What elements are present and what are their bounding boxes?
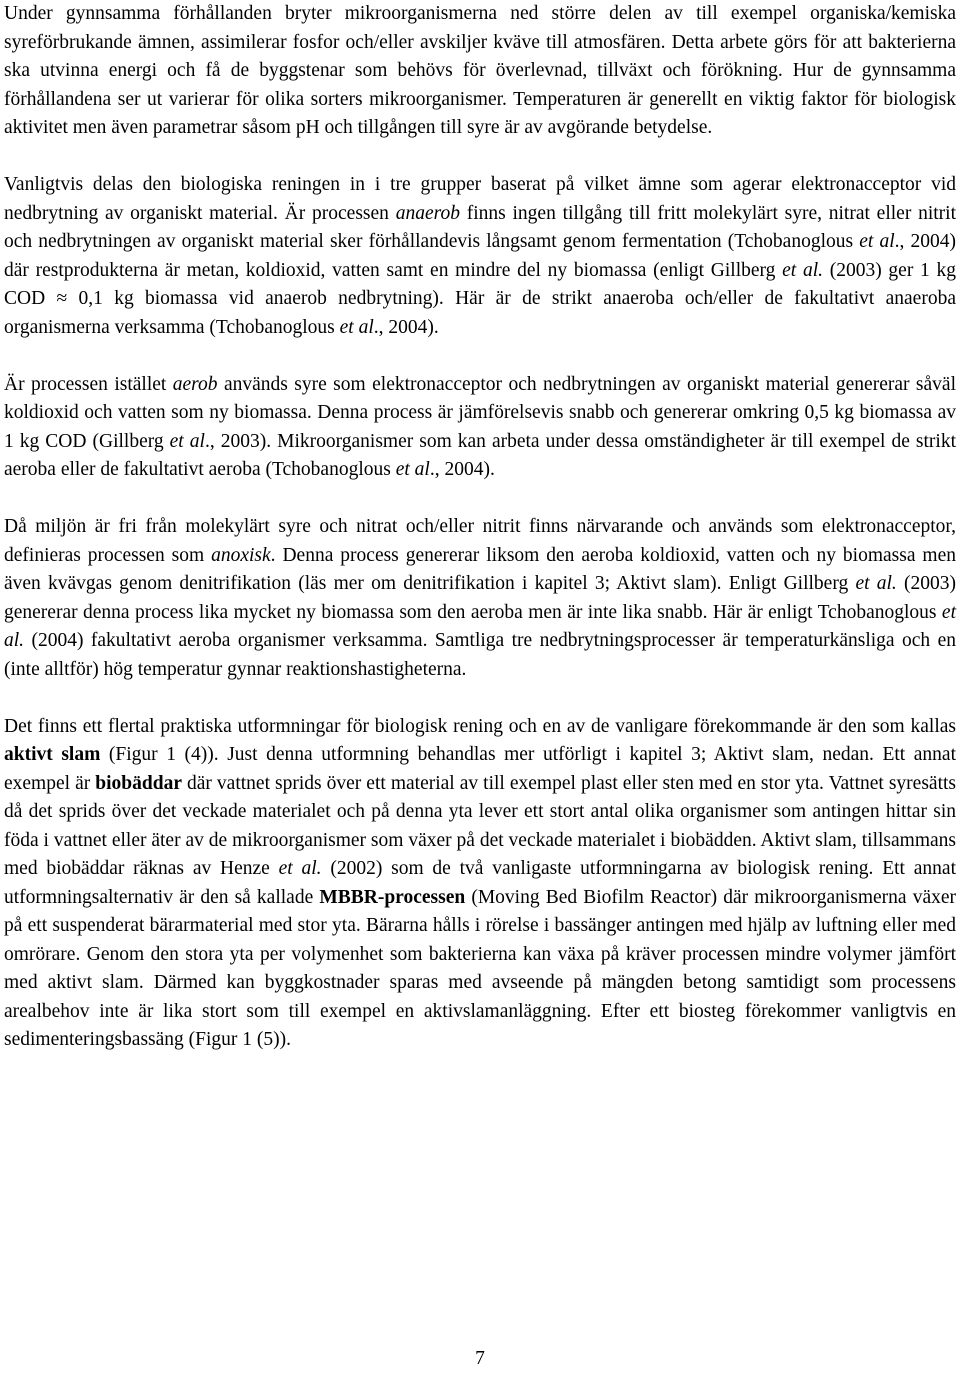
text-run: ., 2003). Mikroorganismer som kan arbeta under dessa omständigheter är till exempel de strikt aeroba eller de fakultativt aeroba (Tchobanoglous [4,430,957,480]
text-run: ., 2004). [429,459,495,480]
text-run: (2002) som de två vanligaste utformningarna av biologisk rening. Ett annat utformningsalternativ är den så kallade [4,858,956,908]
text-run: et al [859,231,895,252]
text-run: aerob [172,373,218,395]
text-run: anoxisk [211,544,271,566]
text-run: et al [339,316,374,338]
text-run: där vattnet sprids över ett material av till exempel plast eller sten med en stor yta. Vattnet syresätts då det sprids över det veckade materialet och på denna yta lever ett stort antal olika organismer som antingen hittar sin föda i vattnet eller äter av de mikroorganismer som växer på det veckade materialet i biobädden. Aktivt slam, tillsammans med biobäddar räknas av Henze [4,772,956,879]
text-run: et al. [782,259,823,281]
text-run: (2003) genererar denna process lika mycket ny biomassa som den aeroba men är inte lika snabb. Här är enligt Tchobanoglous [4,573,956,623]
text-run: et al [169,430,205,452]
text-run: anaerob [395,202,460,224]
paragraph-5 [4,713,956,1055]
text-run: aktivt slam [4,744,101,765]
text-run: et al. [278,858,322,879]
document-page [4,0,956,1055]
text-run: Då miljön är fri från molekylärt syre och nitrat och/eller nitrit finns närvarande och används som elektronacceptor, definieras processen som [4,516,956,566]
text-run: ., 2004). [373,316,439,338]
text-run: biobäddar [95,772,182,794]
text-run: (Figur 1 (4)). Just denna utformning behandlas mer utförligt i kapitel 3; Aktivt slam, nedan. Ett annat exempel är [4,744,956,794]
page-number: 7 [475,1348,485,1369]
text-run: (2004) fakultativt aeroba organismer verksamma. Samtliga tre nedbrytningsprocesser är temperaturkänsliga och en (inte alltför) hög temperatur gynnar reaktionshastigheterna. [4,630,956,680]
text-run: finns ingen tillgång till fritt molekylärt syre, nitrat eller nitrit och nedbrytningen av organiskt material sker förhållandevis långsamt genom fermentation (Tchobanoglous [4,202,956,252]
paragraph-4 [4,513,956,684]
text-run: Det finns ett flertal praktiska utformningar för biologisk rening och en av de vanligare förekommande är den som kallas [4,715,956,737]
text-run: (Moving Bed Biofilm Reactor) där mikroorganismerna växer på ett suspenderat bärarmaterial med stor yta. Bärarna hålls i rörelse i bassänger antingen med hjälp av luftning eller med omrörare. Genom den stora yta per volymenhet som bakterierna kan växa på kräver processen mindre volymer jämfört med aktivt slam. Därmed kan byggkostnader sparas med avseende på mängden betong samtidigt som processens arealbehov inte är lika stort som till exempel en aktivslamanläggning. Efter ett biosteg förekommer vanligtvis en sedimenteringsbassäng (Figur 1 (5)). [4,886,956,1050]
text-run: används syre som elektronacceptor och nedbrytningen av organiskt material genererar såväl koldioxid och vatten som ny biomassa. Denna process är jämförelsevis snabb och genererar omkring 0,5 kg biomassa av 1 kg COD (Gillberg [4,373,956,452]
text-run: et al. [855,573,897,594]
text-run: Vanligtvis delas den biologiska reningen in i tre grupper baserat på vilket ämne som agerar elektronacceptor vid nedbrytning av organiskt material. Är processen [4,174,956,224]
paragraph-2 [4,171,956,342]
paragraph-1 [4,0,956,143]
text-run: et al [395,459,430,480]
text-run: ., 2004) där restprodukterna är metan, koldioxid, vatten samt en mindre del ny biomassa (enligt Gillberg [4,231,956,281]
text-run: Är processen istället [4,373,173,395]
text-run: (2003) ger 1 kg COD ≈ 0,1 kg biomassa vid anaerob nedbrytning). Här är de strikt anaeroba och/eller de fakultativt anaeroba organismerna verksamma (Tchobanoglous [4,259,957,338]
paragraph-3 [4,371,956,485]
text-run: et al. [4,601,956,651]
text-run: . Denna process genererar liksom den aeroba koldioxid, vatten och ny biomassa men även kvävgas genom denitrifikation (läs mer om denitrifikation i kapitel 3; Aktivt slam). Enligt Gillberg [4,544,956,594]
text-run: MBBR-processen [319,886,466,908]
text-run: Under gynnsamma förhållanden bryter mikroorganismerna ned större delen av till exempel organiska/kemiska syreförbrukande ämnen, assimilerar fosfor och/eller avskiljer kväve till atmosfären. Detta arbete görs för att bakterierna ska utvinna energi och få de byggstenar som behövs för överlevnad, tillväxt och förökning. Hur de gynnsamma förhållandena ser ut varierar för olika sorters mikroorganismer. Temperaturen är generellt en viktig faktor för biologisk aktivitet men även parametrar såsom pH och tillgången till syre är av avgörande betydelse. [4,3,956,138]
